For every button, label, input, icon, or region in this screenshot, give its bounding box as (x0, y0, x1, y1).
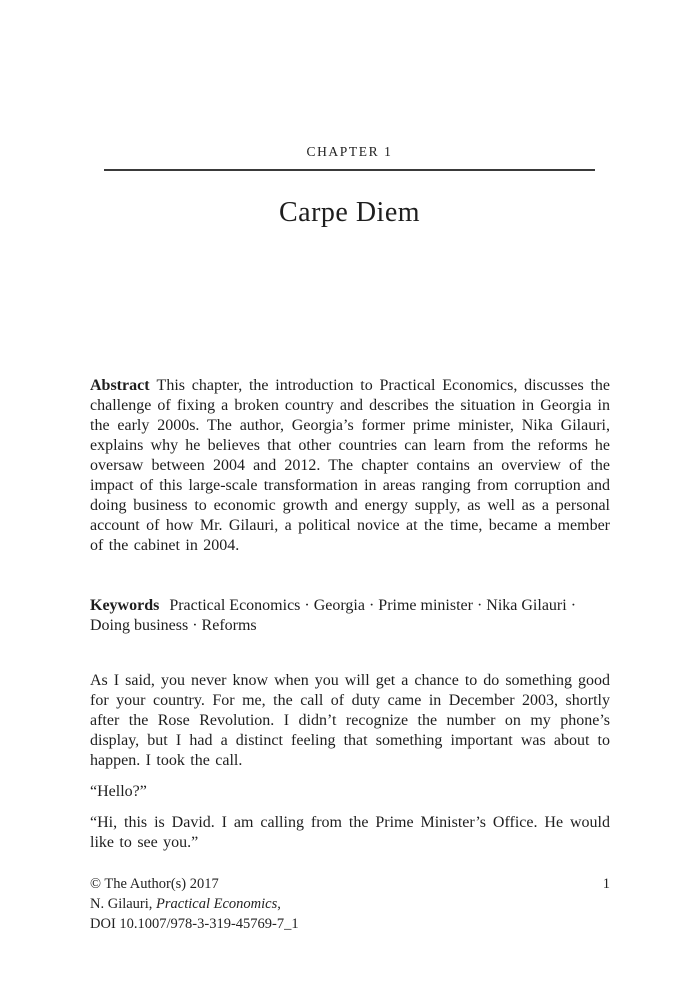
keywords-text: Practical Economics · Georgia · Prime minister · Nika Gilauri · Doing business · Reforms (90, 597, 577, 634)
keywords-paragraph (90, 596, 610, 636)
body-paragraph-quote: “Hello?” (90, 783, 147, 800)
abstract-text: This chapter, the introduction to Practical Economics, discusses the challenge of fixing a broken country and describes the situation in Georgia in the early 2000s. The author, Georgia’s former prime minister, Nika Gilauri, explains why he believes that other countries can learn from the reforms he oversaw between 2004 and 2012. The chapter contains an overview of the impact of this large-scale transformation in areas ranging from corruption and doing business to economic growth and energy supply, as well as a personal account of how Mr. Gilauri, a political novice at the time, became a member of the cabinet in 2004. (90, 377, 610, 554)
abstract-section (90, 376, 610, 556)
chapter-label: CHAPTER 1 (306, 144, 393, 159)
page-footer (90, 874, 610, 934)
attribution-book-title: Practical Economics (156, 896, 278, 912)
attribution-line (90, 894, 610, 914)
attribution-suffix: , (277, 896, 281, 912)
body-paragraph: As I said, you never know when you will get a chance to do something good for your country. For me, the call of duty came in December 2003, shortly after the Rose Revolution. I didn’t recognize the number on my phone’s display, but I had a distinct feeling that something important was about to happen. I took the call. (90, 672, 610, 769)
chapter-title: Carpe Diem (278, 197, 421, 228)
page-number: 1 (602, 876, 610, 892)
copyright-text: © The Author(s) 2017 (90, 876, 219, 892)
copyright-line (90, 874, 610, 894)
abstract-paragraph (90, 376, 610, 556)
body-paragraph-quote: “Hi, this is David. I am calling from the Prime Minister’s Office. He would like to see you.” (90, 814, 610, 851)
abstract-label: Abstract (90, 377, 150, 394)
attribution-author: N. Gilauri, (90, 896, 157, 912)
keywords-label: Keywords (90, 597, 160, 614)
body-text-section (90, 671, 610, 853)
keywords-section (90, 596, 610, 636)
doi-line: DOI 10.1007/978-3-319-45769-7_1 (90, 916, 299, 932)
chapter-rule-divider (104, 169, 595, 171)
